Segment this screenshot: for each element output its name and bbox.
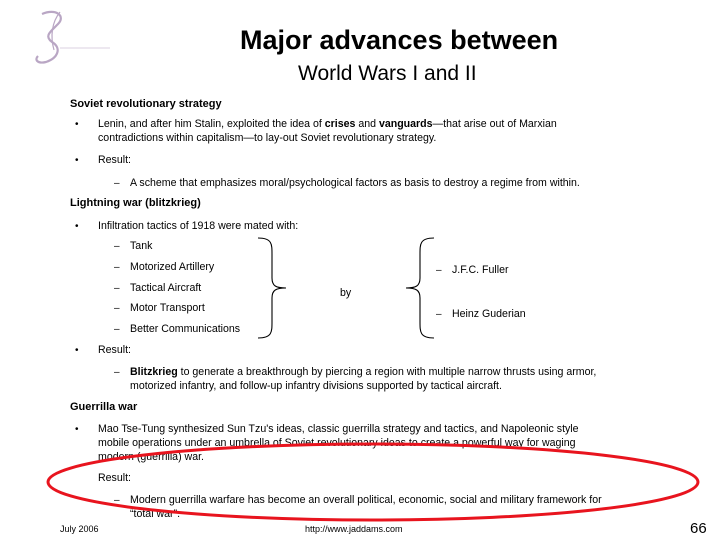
term-vanguards: vanguards	[378, 118, 433, 130]
guerrilla-result-line2: “total war”.	[130, 508, 181, 520]
slide-title: Major advances between	[240, 25, 559, 55]
blitz-item-communications: Better Communications	[130, 323, 241, 335]
guerrilla-bullet-line3: modern (guerrilla) war.	[98, 451, 204, 463]
page-number: 66	[690, 520, 707, 537]
bullet-marker: •	[75, 345, 79, 356]
guerrilla-bullet-line1: Mao Tse-Tung synthesized Sun Tzu's ideas, classic guerrilla strategy and tactics, and Napoleonic style	[98, 423, 579, 435]
footer-date: July 2006	[60, 524, 99, 534]
dash-marker: –	[114, 303, 120, 314]
bullet-marker: •	[75, 221, 79, 232]
dash-marker: –	[114, 178, 120, 189]
dash-marker: –	[436, 309, 442, 320]
blitz-item-aircraft: Tactical Aircraft	[130, 282, 202, 294]
guerrilla-result-label: Result:	[98, 472, 131, 484]
section-heading-blitzkrieg: Lightning war (blitzkrieg)	[70, 197, 201, 209]
dash-marker: –	[114, 283, 120, 294]
by-label: by	[340, 287, 352, 299]
blitz-result-line1: Blitzkrieg to generate a breakthrough by piercing a region with multiple narrow thrusts using armor,	[130, 366, 597, 378]
bullet-marker: •	[75, 155, 79, 166]
dash-marker: –	[114, 241, 120, 252]
dash-marker: –	[114, 262, 120, 273]
footer-url[interactable]: http://www.jaddams.com	[305, 524, 403, 534]
blitz-bullet-text: Infiltration tactics of 1918 were mated with:	[98, 220, 299, 232]
dash-marker: –	[114, 495, 120, 506]
dash-marker: –	[114, 324, 120, 335]
guerrilla-result-line1: Modern guerrilla warfare has become an overall political, economic, social and military framework for	[130, 494, 602, 506]
person-fuller: J.F.C. Fuller	[452, 264, 509, 276]
term-blitzkrieg: Blitzkrieg	[130, 366, 178, 378]
blitz-result-line2: motorized infantry, and follow-up infantry divisions supported by tactical aircraft.	[130, 380, 502, 392]
dash-marker: –	[114, 367, 120, 378]
section-heading-guerrilla: Guerrilla war	[70, 401, 138, 413]
soviet-bullet-text-line1: Lenin, and after him Stalin, exploited the idea of crises and vanguards—that arise out of Marxian	[98, 118, 557, 130]
dash-marker: –	[436, 265, 442, 276]
blitz-item-tank: Tank	[130, 240, 153, 252]
bullet-marker: •	[75, 119, 79, 130]
soviet-bullet-text-line2: contradictions within capitalism—to lay-out Soviet revolutionary strategy.	[98, 132, 437, 144]
blitz-item-transport: Motor Transport	[130, 302, 205, 314]
term-crises: crises	[324, 118, 356, 130]
slide-subtitle: World Wars I and II	[298, 62, 477, 85]
blitz-result-label: Result:	[98, 344, 131, 356]
section-heading-soviet: Soviet revolutionary strategy	[70, 98, 222, 110]
soviet-result-label: Result:	[98, 154, 131, 166]
bullet-marker: •	[75, 424, 79, 435]
person-guderian: Heinz Guderian	[452, 308, 526, 320]
soviet-result-text: A scheme that emphasizes moral/psychological factors as basis to destroy a regime from within.	[130, 177, 580, 189]
blitz-item-artillery: Motorized Artillery	[130, 261, 215, 273]
guerrilla-bullet-line2: mobile operations under an umbrella of Soviet revolutionary ideas to create a powerful way for waging	[98, 437, 576, 449]
